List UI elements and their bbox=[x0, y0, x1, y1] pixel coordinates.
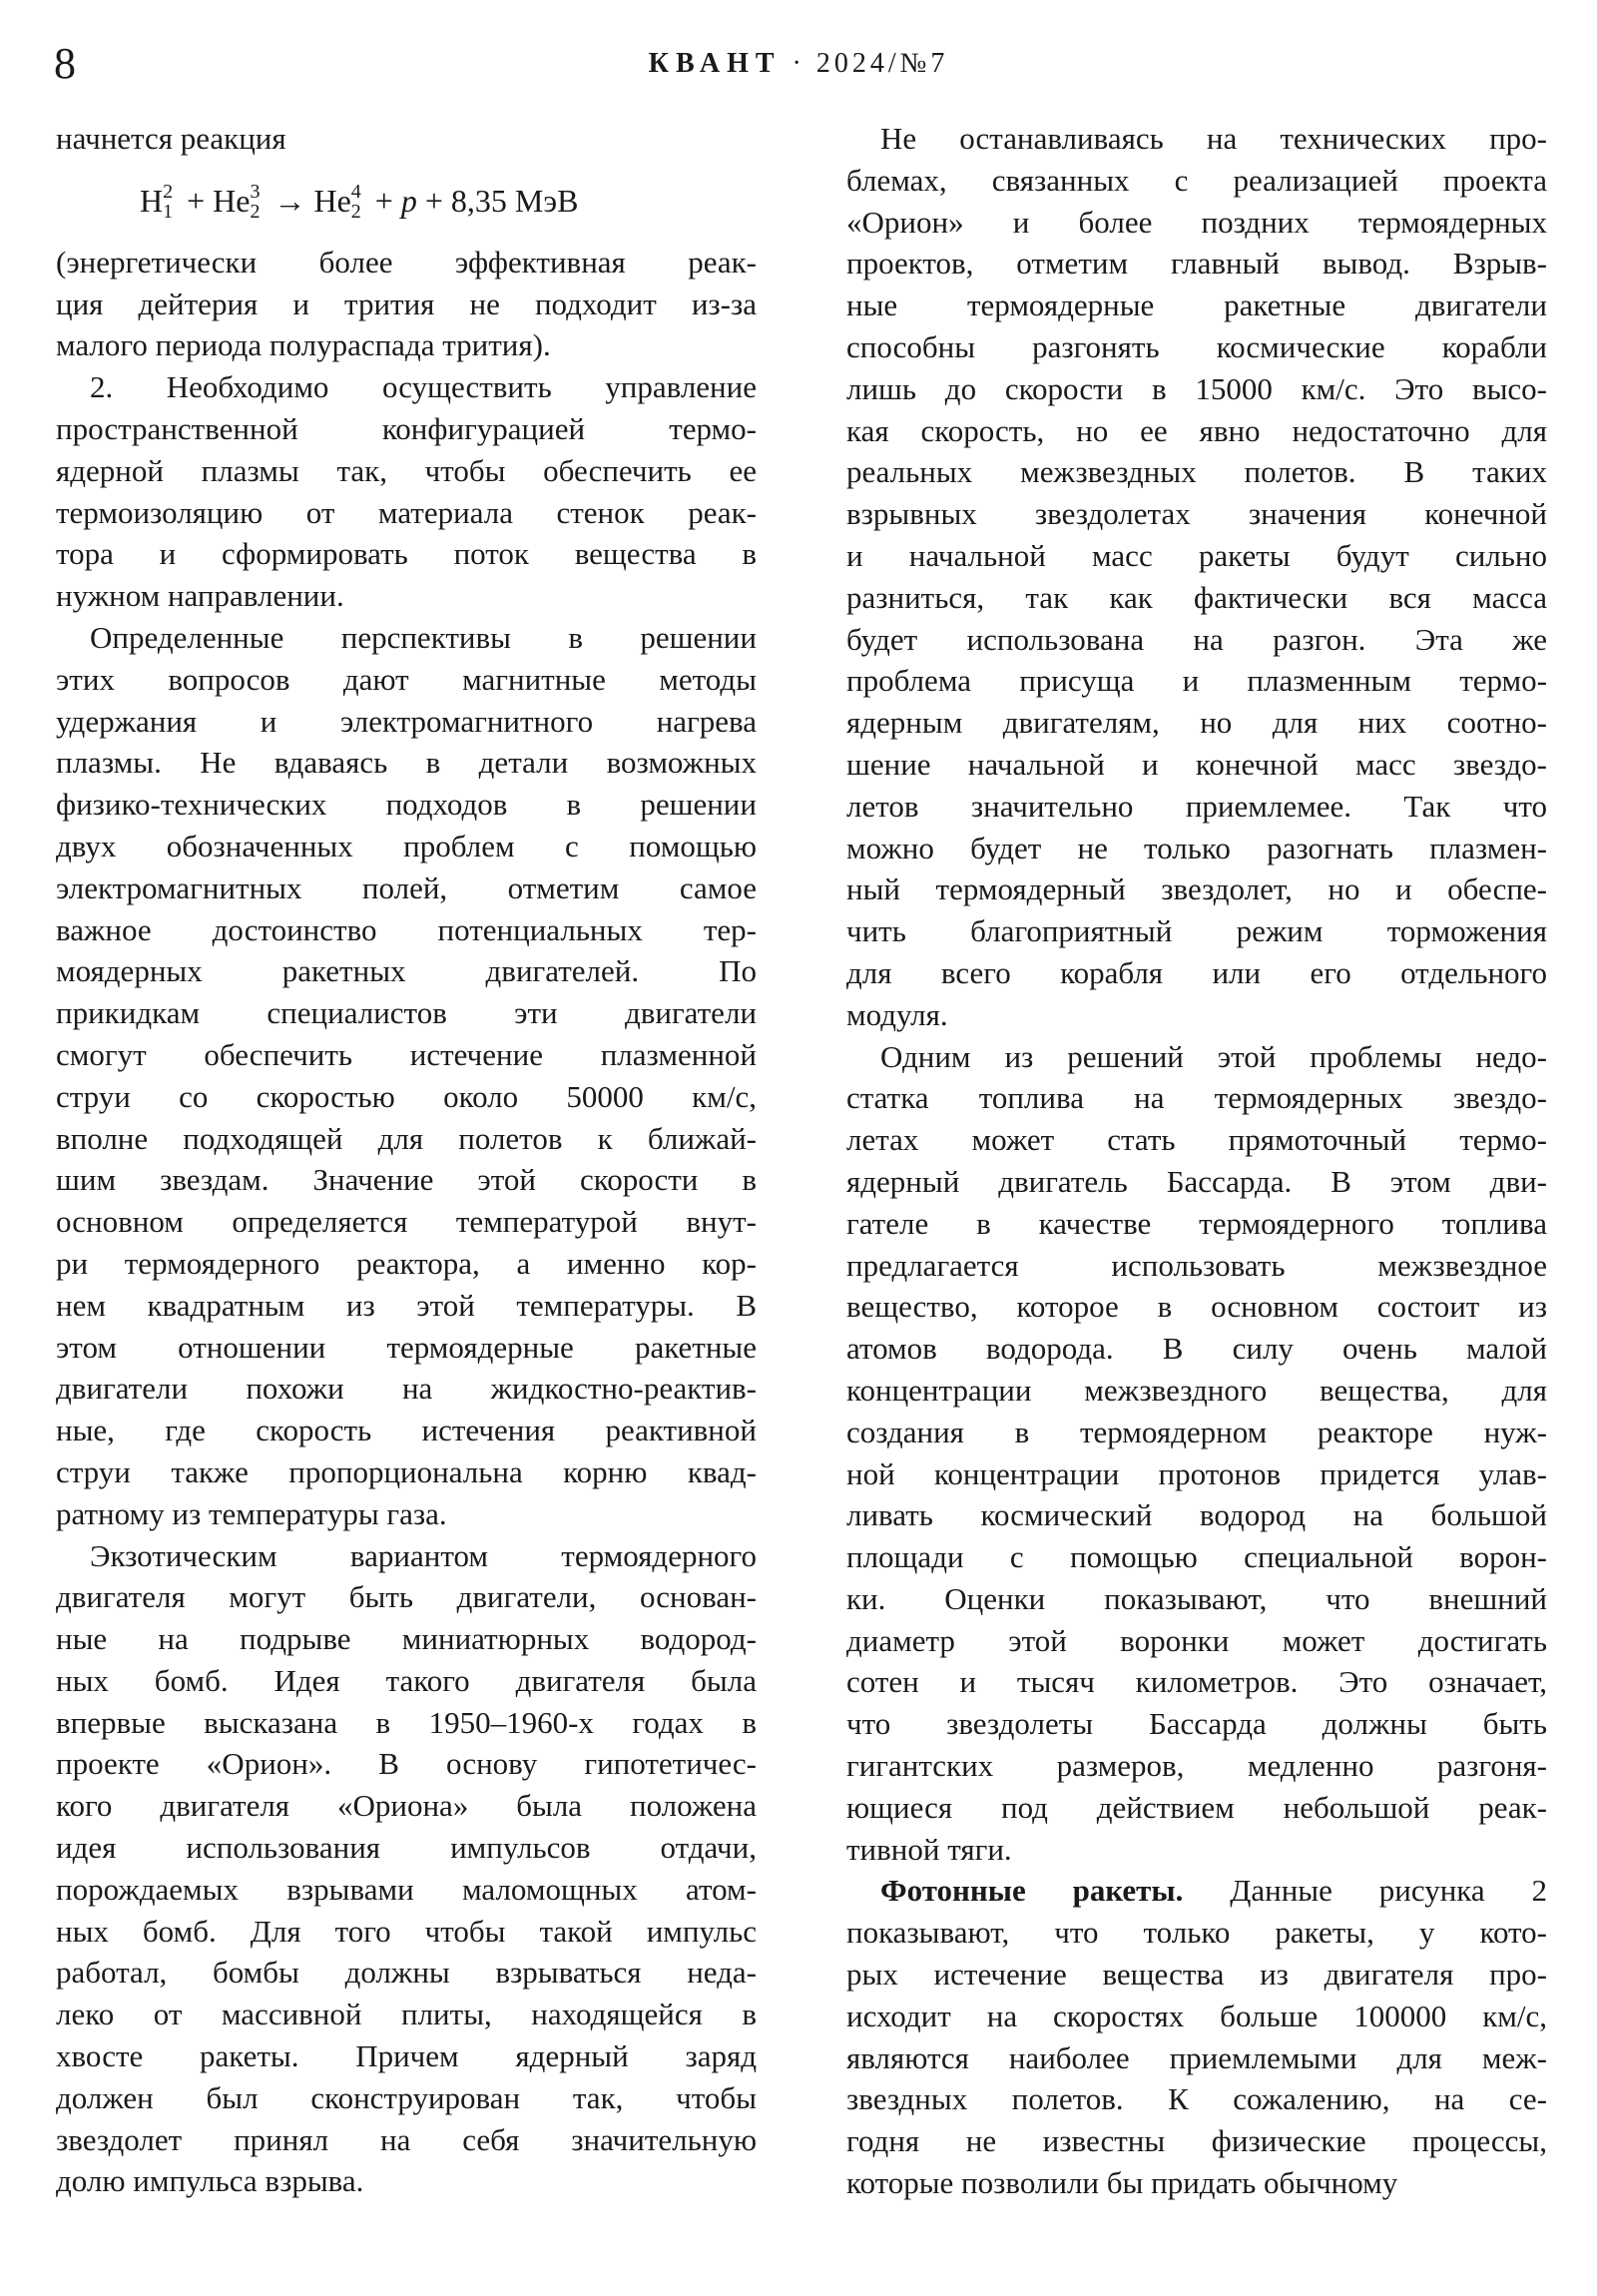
text-line: создания в термоядерном реакторе нуж- bbox=[846, 1414, 1547, 1449]
text-line: плазмы. Не вдаваясь в детали возможных bbox=[56, 745, 757, 781]
paragraph bbox=[846, 1036, 1547, 1871]
text-line: звездных полетов. К сожалению, на се- bbox=[846, 2081, 1547, 2117]
left-column bbox=[56, 118, 757, 2202]
text-line: двигатели похожи на жидкостно-реактив- bbox=[56, 1371, 757, 1407]
text-line: ри термоядерного реактора, а именно кор- bbox=[56, 1245, 757, 1281]
text-line: кого двигателя «Ориона» была положена bbox=[56, 1788, 757, 1824]
text-line: тора и сформировать поток вещества в bbox=[56, 536, 757, 572]
text-line: ных бомб. Для того чтобы такой импульс bbox=[56, 1913, 757, 1949]
formula-operator: + bbox=[187, 182, 206, 219]
text-line: летах может стать прямоточный термо- bbox=[846, 1122, 1547, 1158]
text-line: ющиеся под действием небольшой реак- bbox=[846, 1789, 1547, 1825]
text-line: шим звездам. Значение этой скорости в bbox=[56, 1162, 757, 1198]
text-line: этих вопросов дают магнитные методы bbox=[56, 661, 757, 697]
text-line: статка топлива на термоядерных звездо- bbox=[846, 1080, 1547, 1116]
formula-symbol: H bbox=[140, 182, 164, 219]
isotope-indices bbox=[163, 182, 173, 222]
paragraph bbox=[846, 118, 1547, 1036]
text-line: Определенные перспективы в решении bbox=[90, 619, 757, 655]
text-line: важное достоинство потенциальных тер- bbox=[56, 911, 757, 947]
text-line: проектов, отметим главный вывод. Взрыв- bbox=[846, 246, 1547, 282]
text-line: проблема присуща и плазменным термо- bbox=[846, 663, 1547, 699]
text-line: хвосте ракеты. Причем ядерный заряд bbox=[56, 2038, 757, 2074]
paragraph bbox=[846, 1870, 1547, 2203]
text-line: основном определяется температурой внут- bbox=[56, 1204, 757, 1240]
text-line: (энергетически более эффективная реак- bbox=[56, 244, 757, 280]
reaction-formula bbox=[56, 160, 757, 242]
text-line: ные термоядерные ракетные двигатели bbox=[846, 287, 1547, 323]
text-line: электромагнитных полей, отметим самое bbox=[56, 869, 757, 905]
text-line: способны разгонять космические корабли bbox=[846, 328, 1547, 364]
text-line: лишь до скорости в 15000 км/с. Это высо- bbox=[846, 370, 1547, 406]
text-line: Не останавливаясь на технических про- bbox=[880, 121, 1547, 156]
text-line: являются наиболее приемлемыми для меж- bbox=[846, 2039, 1547, 2075]
text-line: леко от массивной плиты, находящейся в bbox=[56, 1997, 757, 2032]
isotope-indices bbox=[351, 182, 361, 222]
text-line: можно будет не только разогнать плазмен- bbox=[846, 830, 1547, 865]
text-line: пространственной конфигурацией термо- bbox=[56, 410, 757, 446]
text-line: гателе в качестве термоядерного топлива bbox=[846, 1205, 1547, 1241]
formula-energy: 8,35 МэВ bbox=[450, 182, 579, 219]
text-line: Одним из решений этой проблемы недо- bbox=[880, 1038, 1547, 1074]
mass-number: 2 bbox=[163, 181, 174, 204]
header-separator: · bbox=[792, 48, 805, 79]
text-line: модуля. bbox=[846, 996, 948, 1032]
right-column bbox=[846, 118, 1547, 2204]
text-line: летов значительно приемлемее. Так что bbox=[846, 788, 1547, 824]
atomic-number: 1 bbox=[163, 201, 174, 224]
text-line: диаметр этой воронки может достигать bbox=[846, 1622, 1547, 1658]
text-line: сотен и тысяч километров. Это означает, bbox=[846, 1664, 1547, 1700]
text-line: вещество, которое в основном состоит из bbox=[846, 1289, 1547, 1325]
text-line: разниться, так как фактически вся масса bbox=[846, 579, 1547, 615]
text-line: блемах, связанных с реализацией проекта bbox=[846, 162, 1547, 198]
text-line: струи также пропорциональна корню квад- bbox=[56, 1453, 757, 1489]
text-line: и начальной масс ракеты будут сильно bbox=[846, 537, 1547, 573]
text-line: ядерной плазмы так, чтобы обеспечить ее bbox=[56, 452, 757, 488]
text-line: малого периода полураспада трития). bbox=[56, 327, 551, 363]
text-line: впервые высказана в 1950–1960-х годах в bbox=[56, 1704, 757, 1740]
text-line: двигателя могут быть двигатели, основан- bbox=[56, 1579, 757, 1615]
formula-intro: начнется реакция bbox=[56, 121, 286, 156]
section-heading: Фотонные ракеты. bbox=[880, 1873, 1184, 1909]
text-line: ной концентрации протонов придется улав- bbox=[846, 1455, 1547, 1491]
text-line: долю импульса взрыва. bbox=[56, 2163, 364, 2199]
text-line: вполне подходящей для полетов к ближай- bbox=[56, 1120, 757, 1156]
text-line: должен был сконструирован так, чтобы bbox=[56, 2079, 757, 2115]
text-line: гигантских размеров, медленно разгоня- bbox=[846, 1748, 1547, 1784]
formula-symbol: He bbox=[213, 182, 251, 219]
text-line: моядерных ракетных двигателей. По bbox=[56, 953, 757, 989]
text-line: ные на подрыве миниатюрных водород- bbox=[56, 1621, 757, 1657]
text-line: струи со скоростью около 50000 км/с, bbox=[56, 1078, 757, 1114]
text-line: концентрации межзвездного вещества, для bbox=[846, 1372, 1547, 1408]
isotope-indices bbox=[250, 182, 260, 222]
text-line: звездолет принял на себя значительную bbox=[56, 2121, 757, 2157]
text-line: порождаемых взрывами маломощных атом- bbox=[56, 1871, 757, 1907]
text-line: чить благоприятный режим торможения bbox=[846, 913, 1547, 949]
text-line: для всего корабля или его отдельного bbox=[846, 954, 1547, 990]
paragraph bbox=[56, 617, 757, 1535]
text-line: ядерный двигатель Бассарда. В этом дви- bbox=[846, 1163, 1547, 1199]
text-line: идея использования импульсов отдачи, bbox=[56, 1830, 757, 1866]
text-line: ратному из температуры газа. bbox=[56, 1495, 447, 1531]
text-line: реальных межзвездных полетов. В таких bbox=[846, 454, 1547, 490]
text-line: ные, где скорость истечения реактивной bbox=[56, 1413, 757, 1448]
text-line: двух обозначенных проблем с помощью bbox=[56, 828, 757, 863]
issue-number: 2024/№7 bbox=[815, 48, 949, 79]
text-line: работал, бомбы должны взрываться неда- bbox=[56, 1955, 757, 1991]
running-header bbox=[0, 48, 1597, 80]
text-line: этом отношении термоядерные ракетные bbox=[56, 1329, 757, 1365]
text-line: рых истечение вещества из двигателя про- bbox=[846, 1957, 1547, 1993]
text-line: ных бомб. Идея такого двигателя была bbox=[56, 1662, 757, 1698]
mass-number: 4 bbox=[350, 181, 361, 204]
text-line: проекте «Орион». В основу гипотетичес- bbox=[56, 1746, 757, 1782]
text-line: площади с помощью специальной ворон- bbox=[846, 1539, 1547, 1575]
text-line: нем квадратным из этой температуры. В bbox=[56, 1287, 757, 1323]
text-line: которые позволили бы придать обычному bbox=[846, 2165, 1398, 2201]
text-line: удержания и электромагнитного нагрева bbox=[56, 703, 757, 739]
formula-operator: + bbox=[424, 182, 443, 219]
text-line: кая скорость, но ее явно недостаточно для bbox=[846, 412, 1547, 448]
text-line: ный термоядерный звездолет, но и обеспе- bbox=[846, 871, 1547, 907]
text-line: взрывных звездолетах значения конечной bbox=[846, 496, 1547, 532]
formula-operator: → bbox=[273, 182, 306, 219]
text-line: ядерным двигателям, но для них соотно- bbox=[846, 705, 1547, 741]
paragraph bbox=[56, 242, 757, 366]
text-line: годня не известны физические процессы, bbox=[846, 2123, 1547, 2159]
text-line: атомов водорода. В силу очень малой bbox=[846, 1331, 1547, 1367]
text-line: физико-технических подходов в решении bbox=[56, 787, 757, 823]
formula-symbol: He bbox=[313, 182, 351, 219]
text-line: ция дейтерия и трития не подходит из-за bbox=[56, 286, 757, 321]
paragraph bbox=[56, 1535, 757, 2203]
text-line: шение начальной и конечной масс звездо- bbox=[846, 746, 1547, 782]
text-line: Экзотическим вариантом термоядерного bbox=[90, 1537, 757, 1573]
text-line: термоизоляцию от материала стенок реак- bbox=[56, 494, 757, 530]
text-line: предлагается использовать межзвездное bbox=[846, 1247, 1547, 1283]
text-line: «Орион» и более поздних термоядерных bbox=[846, 204, 1547, 240]
text-line: ливать космический водород на большой bbox=[846, 1497, 1547, 1533]
page-number: 8 bbox=[54, 39, 76, 88]
atomic-number: 2 bbox=[250, 201, 261, 224]
text-line: тивной тяги. bbox=[846, 1831, 1012, 1867]
formula-symbol: p bbox=[400, 182, 417, 219]
atomic-number: 2 bbox=[350, 201, 361, 224]
paragraph bbox=[56, 366, 757, 617]
text-line: нужном направлении. bbox=[56, 578, 344, 614]
magazine-title: КВАНТ bbox=[648, 48, 782, 79]
text-line: ки. Оценки показывают, что внешний bbox=[846, 1580, 1547, 1616]
formula-operator: + bbox=[374, 182, 393, 219]
text-span: Данные рисунка 2 bbox=[1230, 1873, 1547, 1909]
text-line: прикидкам специалистов эти двигатели bbox=[56, 995, 757, 1031]
text-line: что звездолеты Бассарда должны быть bbox=[846, 1706, 1547, 1742]
text-line: будет использована на разгон. Эта же bbox=[846, 621, 1547, 657]
text-line: показывают, что только ракеты, у кото- bbox=[846, 1915, 1547, 1951]
text-line: 2. Необходимо осуществить управление bbox=[90, 369, 757, 405]
text-line: исходит на скоростях больше 100000 км/с, bbox=[846, 1998, 1547, 2033]
mass-number: 3 bbox=[250, 181, 261, 204]
text-line: смогут обеспечить истечение плазменной bbox=[56, 1036, 757, 1072]
text-line bbox=[846, 1870, 1547, 1912]
